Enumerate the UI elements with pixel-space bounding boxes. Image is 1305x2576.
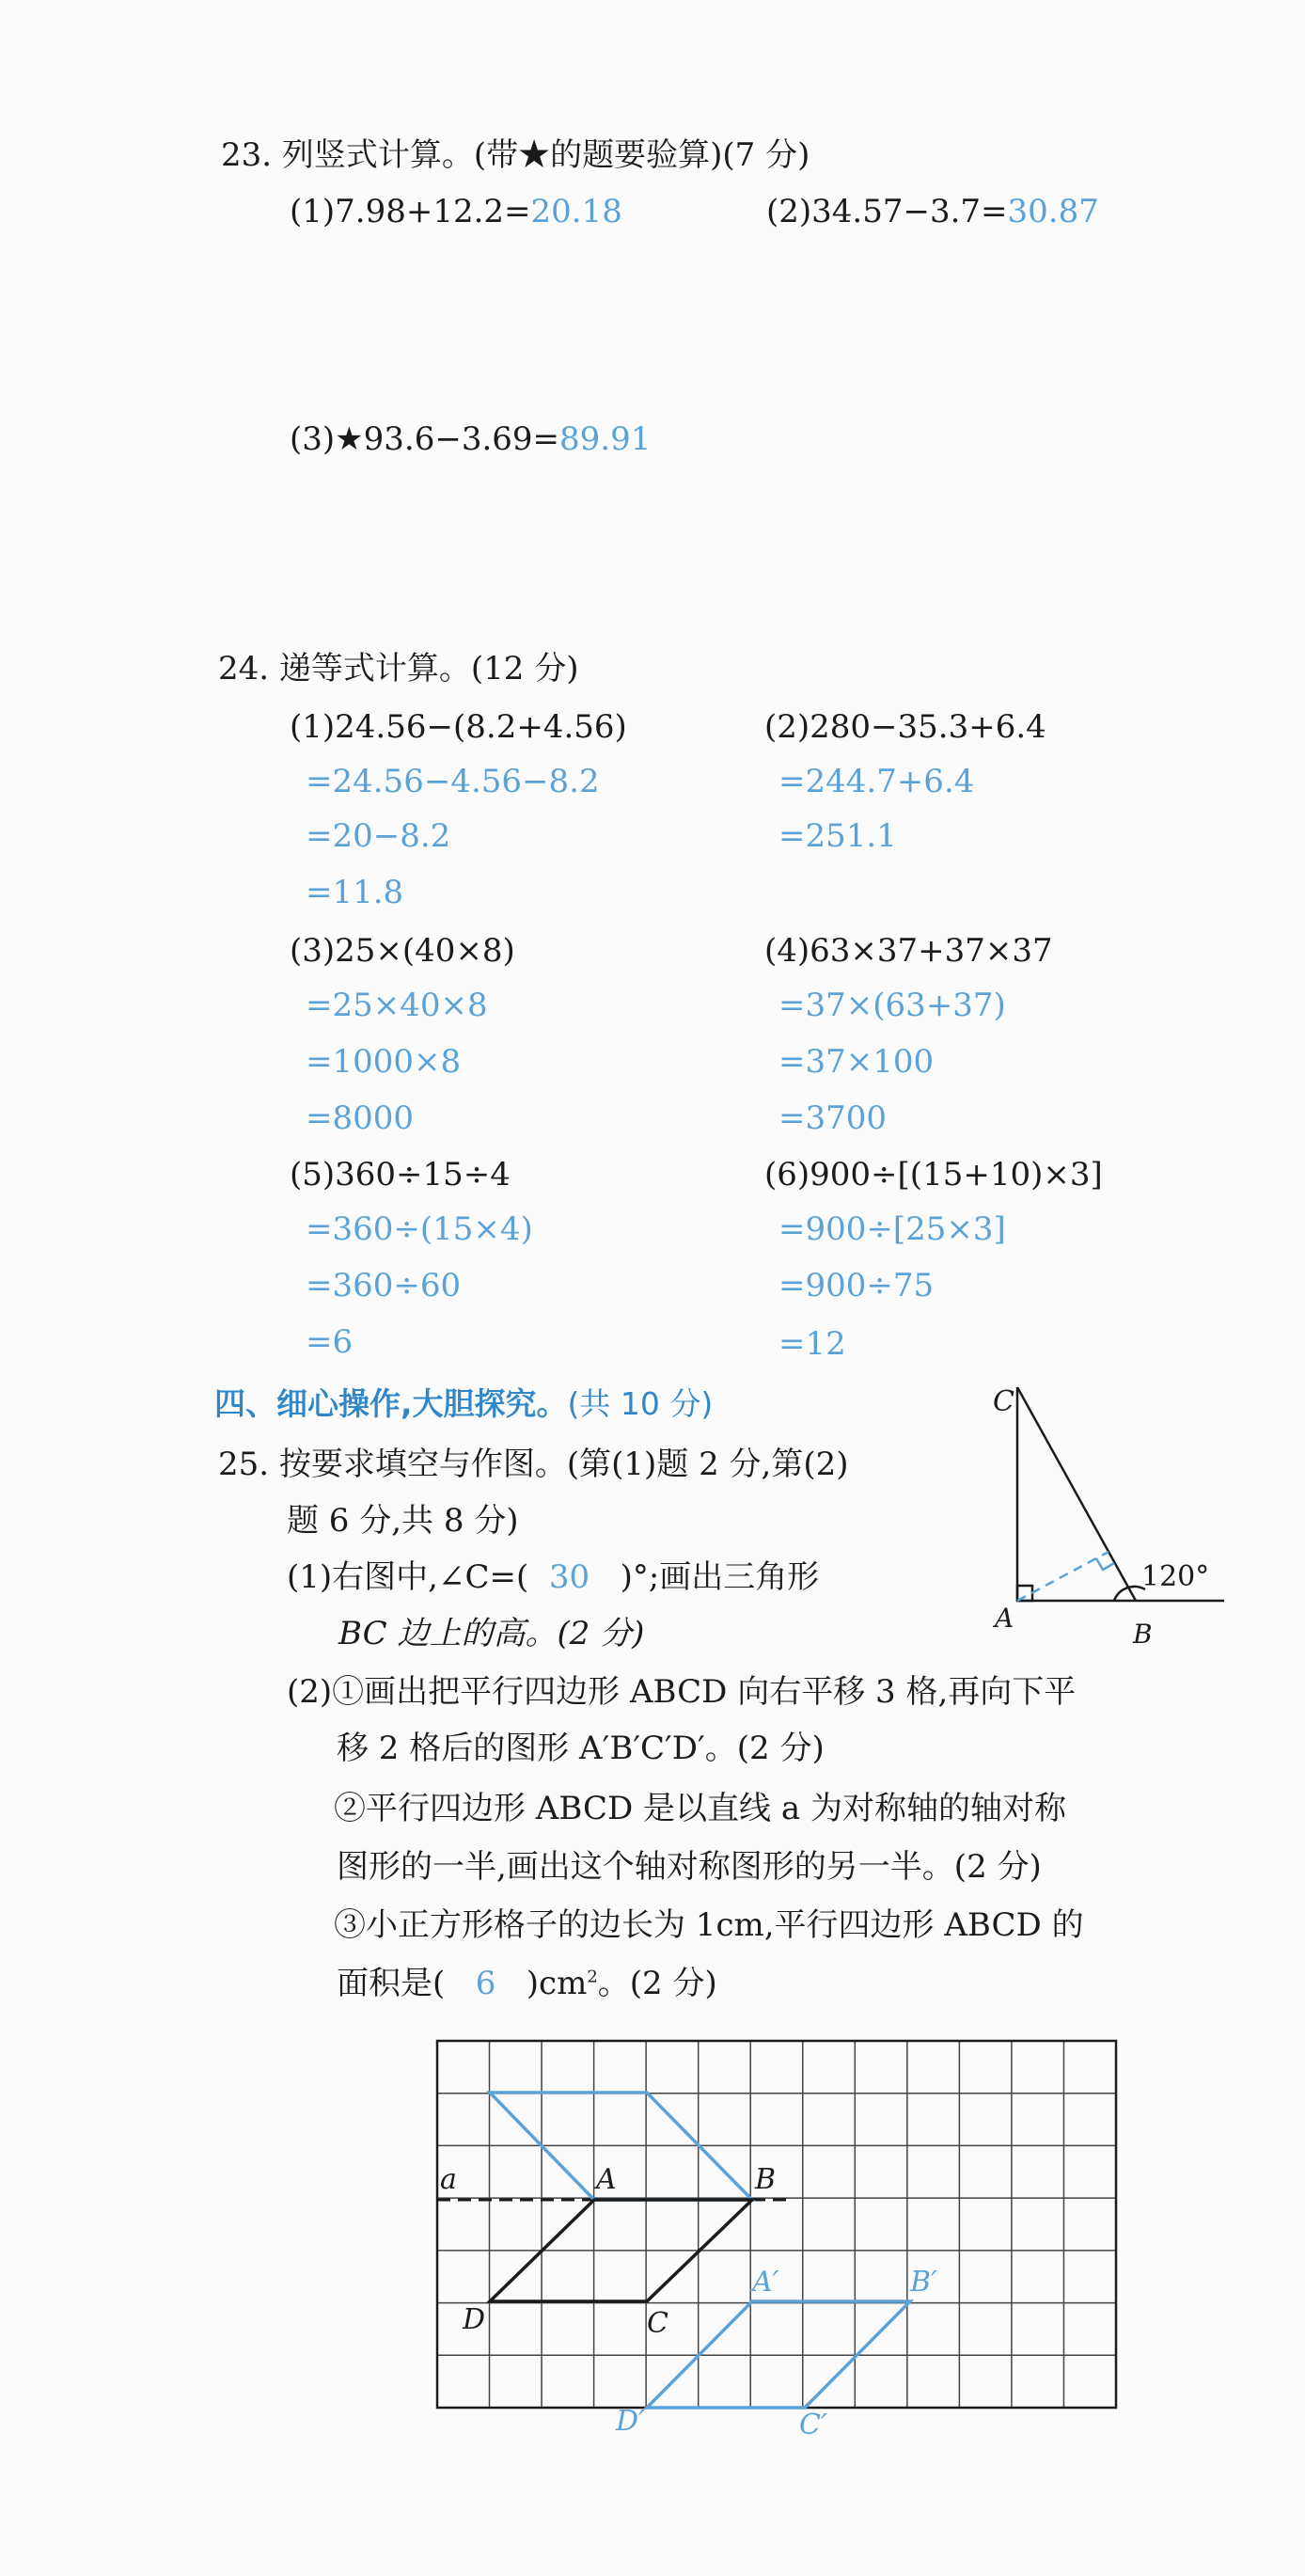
grid-border <box>437 2041 1116 2408</box>
q23-part2-answer: 30.87 <box>1007 193 1099 230</box>
q23-part2 <box>766 193 1099 230</box>
q23-part2-expr: (2)34.57−3.7= <box>766 193 1008 230</box>
q25-line1: 25. 按要求填空与作图。(第(1)题 2 分,第(2) <box>218 1446 849 1483</box>
altitude-right-angle-mark <box>1096 1558 1114 1570</box>
grid-label-d-prime: D′ <box>616 2405 645 2438</box>
triangle-angle-label: 120° <box>1141 1560 1210 1593</box>
grid-lines <box>437 2041 1116 2408</box>
q25-part2-line4: 图形的一半,画出这个轴对称图形的另一半。(2 分) <box>337 1848 1042 1886</box>
q23-part1 <box>290 193 622 230</box>
q24-item2-step1: =244.7+6.4 <box>778 763 975 800</box>
q25-part2-l6c: 。(2 分) <box>597 1965 717 2002</box>
translated-parallelogram <box>647 2301 910 2408</box>
q25-part1-a: (1)右图中,∠C=( <box>287 1558 529 1596</box>
q25-part2-line3: ②平行四边形 ABCD 是以直线 a 为对称轴的轴对称 <box>334 1790 1066 1827</box>
q25-line2: 题 6 分,共 8 分) <box>287 1502 519 1540</box>
q24-item1-step3: =11.8 <box>306 874 404 911</box>
grid-label-b-prime: B′ <box>910 2266 937 2299</box>
q24-item1-step2: =20−8.2 <box>306 817 451 855</box>
q24-item4-step2: =37×100 <box>778 1043 935 1081</box>
q23-part3-expr: (3)★93.6−3.69= <box>290 420 560 458</box>
section4-title <box>214 1385 714 1422</box>
q24-item1-step1: =24.56−4.56−8.2 <box>306 763 600 800</box>
q24-item3-step3: =8000 <box>306 1099 415 1137</box>
q24-item3-step2: =1000×8 <box>306 1043 462 1081</box>
q24-item3-step1: =25×40×8 <box>306 987 488 1024</box>
q25-part2-line1: (2)①画出把平行四边形 ABCD 向右平移 3 格,再向下平 <box>287 1673 1077 1711</box>
symmetric-parallelogram <box>490 2093 752 2200</box>
grid-label-c-prime: C′ <box>799 2409 827 2442</box>
q25-part2-l6b: )cm <box>526 1965 588 2002</box>
q25-part2-sup: 2 <box>587 1967 598 1987</box>
q24-item2-step2: =251.1 <box>778 817 897 855</box>
q24-item6-step3: =12 <box>778 1325 846 1363</box>
q24-item4-step3: =3700 <box>778 1099 888 1137</box>
q25-part2-line2: 移 2 格后的图形 A′B′C′D′。(2 分) <box>337 1730 825 1767</box>
q23-part3-answer: 89.91 <box>559 420 652 458</box>
q24-item3-expr: (3)25×(40×8) <box>290 932 515 970</box>
q24-item6-expr: (6)900÷[(15+10)×3] <box>764 1156 1103 1193</box>
grid-label-a-prime: A′ <box>752 2266 779 2299</box>
triangle-side-cb <box>1017 1387 1136 1601</box>
q25-part2-line5: ③小正方形格子的边长为 1cm,平行四边形 ABCD 的 <box>334 1906 1084 1944</box>
grid-label-a: A <box>596 2163 617 2196</box>
q24-item2-expr: (2)280−35.3+6.4 <box>764 708 1046 746</box>
grid-label-a-axis: a <box>440 2163 457 2196</box>
q23-part3 <box>290 420 652 458</box>
grid-label-d: D <box>463 2303 486 2336</box>
q23-part1-answer: 20.18 <box>530 193 622 230</box>
triangle-label-c: C <box>993 1385 1014 1418</box>
q24-item1-expr: (1)24.56−(8.2+4.56) <box>290 708 627 746</box>
q25-part2-l6a: 面积是( <box>337 1965 446 2002</box>
q25-part2-line6 <box>337 1965 717 2002</box>
q25-part1 <box>287 1558 820 1596</box>
q25-part1-c: BC 边上的高。(2 分) <box>338 1615 645 1652</box>
q25-part2-answer: 6 <box>475 1965 496 2002</box>
q24-title: 24. 递等式计算。(12 分) <box>218 650 579 687</box>
section4-title-text: 四、细心操作,大胆探究。 <box>214 1385 568 1422</box>
parallelogram-abcd <box>490 2200 752 2301</box>
section4-score: (共 10 分) <box>567 1385 714 1422</box>
q24-item4-expr: (4)63×37+37×37 <box>764 932 1053 970</box>
q25-part1-b: )°;画出三角形 <box>620 1558 820 1596</box>
q23-part1-expr: (1)7.98+12.2= <box>290 193 531 230</box>
q24-item6-step1: =900÷[25×3] <box>778 1210 1006 1248</box>
grid-label-b: B <box>755 2163 777 2196</box>
q25-part1-answer: 30 <box>548 1558 590 1596</box>
triangle-label-a: A <box>995 1603 1014 1634</box>
altitude-line <box>1017 1552 1108 1601</box>
q24-item6-step2: =900÷75 <box>778 1267 935 1304</box>
q24-item5-expr: (5)360÷15÷4 <box>290 1156 511 1193</box>
triangle-label-b: B <box>1133 1619 1153 1650</box>
q24-item5-step2: =360÷60 <box>306 1267 462 1304</box>
q23-title: 23. 列竖式计算。(带★的题要验算)(7 分) <box>221 136 810 174</box>
right-angle-mark <box>1017 1586 1032 1601</box>
grid-label-c: C <box>647 2307 668 2340</box>
q24-item5-step3: =6 <box>306 1323 354 1361</box>
q24-item5-step1: =360÷(15×4) <box>306 1210 533 1248</box>
q24-item4-step1: =37×(63+37) <box>778 987 1006 1024</box>
